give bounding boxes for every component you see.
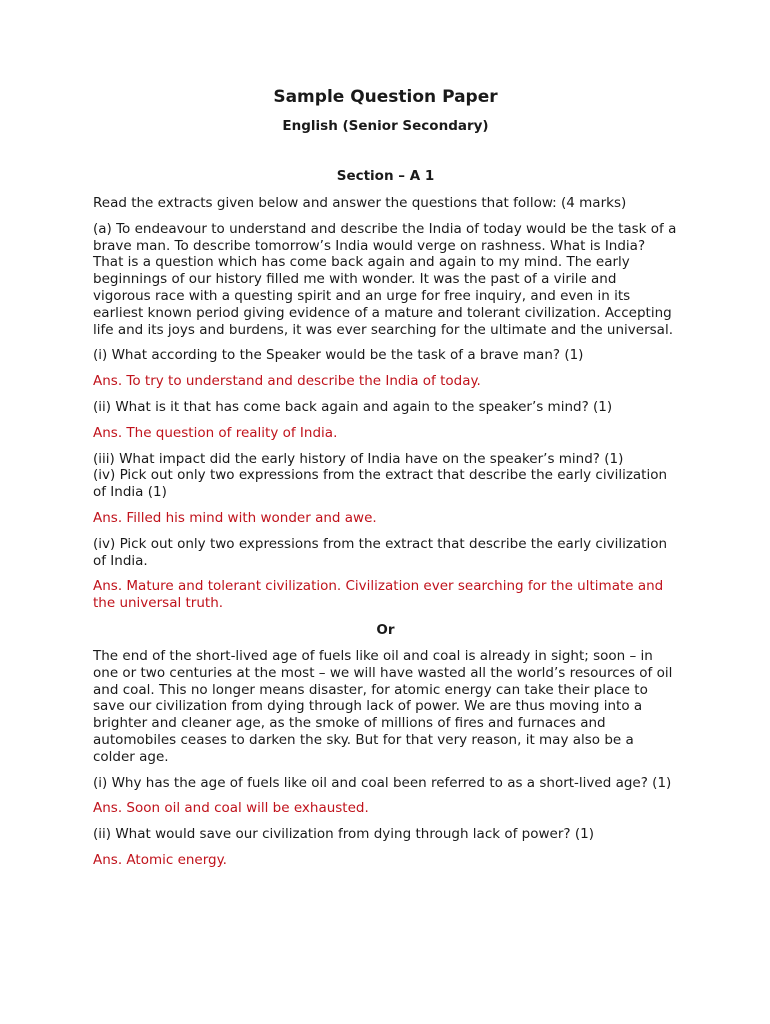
answer-1: Ans. To try to understand and describe the India of today. <box>93 373 481 390</box>
passage-b: The end of the short-lived age of fuels like oil and coal is already in sight; soon – in one or two centuries at the most – we will have wasted all the world’s resources of oil and coal. This no longer means disaster, for atomic energy can take their place to save our civilization from dying through lack of power. We are thus moving into a brighter and cleaner age, as the smoke of millions of fires and furnaces and automobiles ceases to darken the sky. But for that very reason, it may also be a colder age. <box>93 647 673 765</box>
instructions: Read the extracts given below and answer the questions that follow: (4 marks) <box>93 195 627 211</box>
question-3b: (iv) Pick out only two expressions from the extract that describe the early civilization of India (1) <box>93 467 668 501</box>
question-4: (iv) Pick out only two expressions from the extract that describe the early civilization of India. <box>93 535 668 569</box>
question-1: (i) What according to the Speaker would be the task of a brave man? (1) <box>93 347 584 364</box>
question-3: (iii) What impact did the early history of India have on the speaker’s mind? (1) <box>93 450 624 467</box>
question-5: (i) Why has the age of fuels like oil and coal been referred to as a short-lived age? (1) <box>93 774 672 791</box>
answer-4: Ans. Mature and tolerant civilization. Civilization ever searching for the ultimate and the universal truth. <box>93 578 664 612</box>
passage-a: (a) To endeavour to understand and describe the India of today would be the task of a brave man. To describe tomorrow’s India would verge on rashness. What is India? That is a question which has come back again and again to my mind. The early beginnings of our history filled me with wonder. It was the past of a virile and vigorous race with a questing spirit and an urge for free inquiry, and even in its earliest known period giving evidence of a mature and tolerant civilization. Accepting life and its joys and burdens, it was ever searching for the ultimate and the universal. <box>93 220 677 338</box>
question-6: (ii) What would save our civilization from dying through lack of power? (1) <box>93 826 594 843</box>
page-title: Sample Question Paper <box>273 87 498 107</box>
answer-3: Ans. Filled his mind with wonder and awe. <box>93 509 377 526</box>
answer-5: Ans. Soon oil and coal will be exhausted. <box>93 800 369 817</box>
section-heading: Section – A 1 <box>336 168 435 184</box>
question-2: (ii) What is it that has come back again and again to the speaker’s mind? (1) <box>93 398 613 415</box>
page-subtitle: English (Senior Secondary) <box>282 118 489 134</box>
answer-6: Ans. Atomic energy. <box>93 851 227 868</box>
answer-2: Ans. The question of reality of India. <box>93 424 338 441</box>
or-divider: Or <box>376 621 395 638</box>
question-3-block <box>93 451 678 501</box>
